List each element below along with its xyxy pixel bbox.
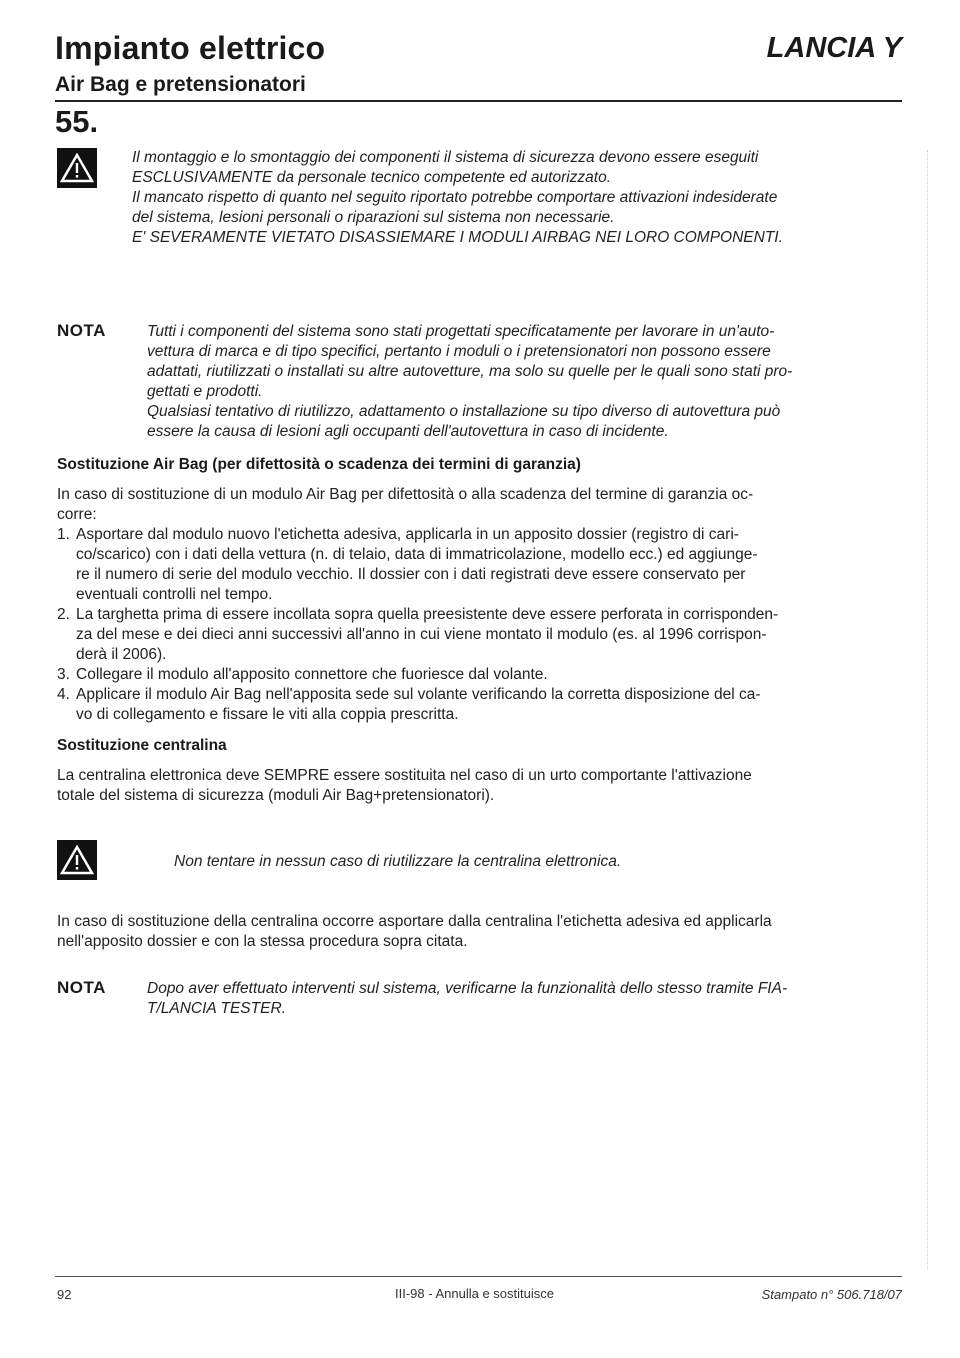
brand-label: LANCIA Y (766, 32, 902, 64)
step-line: vo di collegamento e fissare le viti alla coppia prescritta. (76, 706, 459, 723)
paragraph-line: In caso di sostituzione della centralina occorre asportare dalla centralina l'etichetta adesiva ed applicarla (57, 913, 772, 930)
step-line: Asportare dal modulo nuovo l'etichetta adesiva, applicarla in un apposito dossier (registro di cari- (76, 526, 739, 543)
step-line: co/scarico) con i dati della vettura (n. di telaio, data di immatricolazione, modello ecc.) ed aggiunge- (76, 546, 758, 563)
paragraph-line: nell'apposito dossier e con la stessa procedura sopra citata. (57, 933, 468, 950)
margin-dots (927, 150, 930, 1270)
nota-text-block (147, 322, 907, 442)
dossier-paragraph (57, 912, 907, 952)
intro-line: In caso di sostituzione di un modulo Air Bag per difettosità o alla scadenza del termine di garanzia oc- (57, 486, 754, 503)
nota-line: Qualsiasi tentativo di riutilizzo, adattamento o installazione su tipo diverso di autovettura può (147, 403, 781, 420)
list-item (57, 665, 907, 685)
nota-line: Tutti i componenti del sistema sono stati progettati specificatamente per lavorare in un'auto- (147, 323, 775, 340)
step-number: 2. (57, 606, 70, 623)
footer-rule (55, 1276, 902, 1277)
nota-line: essere la causa di lesioni agli occupanti dell'autovettura in caso di incidente. (147, 423, 669, 440)
step-number: 3. (57, 666, 70, 683)
nota-line: T/LANCIA TESTER. (147, 1000, 286, 1017)
centralina-line: totale del sistema di sicurezza (moduli Air Bag+pretensionatori). (57, 787, 495, 804)
nota-label: NOTA (57, 978, 106, 997)
page-subtitle: Air Bag e pretensionatori (55, 73, 306, 96)
list-item (57, 525, 907, 605)
warning-line: Il mancato rispetto di quanto nel seguito riportato potrebbe comportare attivazioni indesiderate (132, 189, 778, 206)
warning-line: E' SEVERAMENTE VIETATO DISASSIEMARE I MODULI AIRBAG NEI LORO COMPONENTI. (132, 229, 783, 246)
section-heading-centralina: Sostituzione centralina (57, 737, 227, 754)
header-rule (55, 100, 902, 102)
warning-line: ESCLUSIVAMENTE da personale tecnico competente ed autorizzato. (132, 169, 612, 186)
step-line: re il numero di serie del modulo vecchio. Il dossier con i dati registrati deve essere conservato per (76, 566, 746, 583)
section-heading-airbag: Sostituzione Air Bag (per difettosità o scadenza dei termini di garanzia) (57, 456, 581, 473)
nota-label: NOTA (57, 321, 106, 340)
warning-line: Il montaggio e lo smontaggio dei componenti il sistema di sicurezza devono essere eseguiti (132, 149, 759, 166)
footer-print-code: Stampato n° 506.718/07 (761, 1287, 902, 1302)
nota-line: Dopo aver effettuato interventi sul sistema, verificarne la funzionalità dello stesso tramite FIA- (147, 980, 788, 997)
warning-triangle-icon (57, 148, 97, 188)
intro-line: corre: (57, 506, 97, 523)
airbag-body (57, 485, 907, 725)
warning-line: del sistema, lesioni personali o riparazioni sul sistema non necessarie. (132, 209, 615, 226)
warning-triangle-icon (57, 840, 97, 880)
steps-list (57, 525, 907, 725)
step-number: 1. (57, 526, 70, 543)
footer-center-text: III-98 - Annulla e sostituisce (395, 1286, 554, 1301)
page-number: 92 (57, 1287, 72, 1302)
step-number: 4. (57, 686, 70, 703)
warning-text-block (132, 148, 912, 248)
section-number: 55. (55, 104, 99, 139)
nota-text-block (147, 979, 907, 1019)
centralina-body (57, 766, 907, 806)
step-line: La targhetta prima di essere incollata sopra quella preesistente deve essere perforata in corrisponden- (76, 606, 779, 623)
list-item (57, 685, 907, 725)
nota-line: vettura di marca e di tipo specifici, pertanto i moduli o i pretensionatori non possono essere (147, 343, 771, 360)
step-line: eventuali controlli nel tempo. (76, 586, 273, 603)
nota-line: gettati e prodotti. (147, 383, 263, 400)
list-item (57, 605, 907, 665)
page-title: Impianto elettrico (55, 30, 326, 66)
step-line: za del mese e dei dieci anni successivi all'anno in cui viene montato il modulo (es. al 1996 corrispon- (76, 626, 767, 643)
step-line: Collegare il modulo all'apposito connettore che fuoriesce dal volante. (76, 666, 548, 683)
centralina-line: La centralina elettronica deve SEMPRE essere sostituita nel caso di un urto comportante l'attivazione (57, 767, 752, 784)
step-line: derà il 2006). (76, 646, 167, 663)
nota-line: adattati, riutilizzati o installati su altre autovetture, ma solo su quelle per le quali sono stati pro- (147, 363, 793, 380)
step-line: Applicare il modulo Air Bag nell'apposita sede sul volante verificando la corretta disposizione del ca- (76, 686, 761, 703)
warning-text: Non tentare in nessun caso di riutilizzare la centralina elettronica. (174, 853, 622, 870)
